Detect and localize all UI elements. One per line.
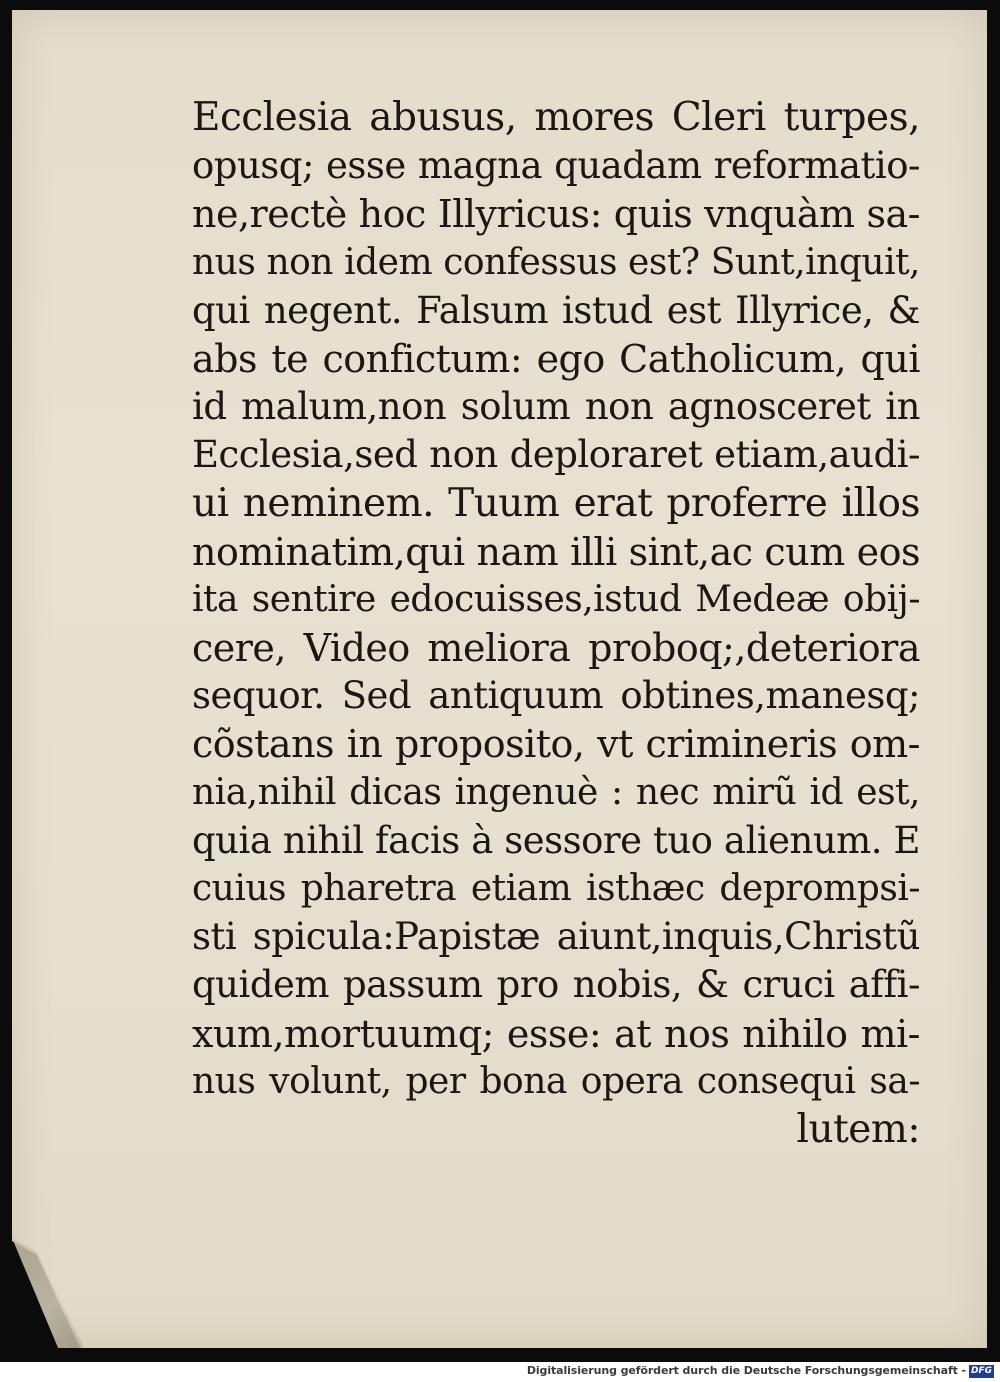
text-line: nus volunt, per bona opera consequi sa-	[192, 1060, 920, 1102]
text-line: sequor. Sed antiquum obtines,manesq;	[192, 674, 920, 718]
text-line: nia,nihil dicas ingenuè : nec mirũ id est,	[192, 771, 920, 813]
footer-bar	[0, 1362, 1000, 1382]
text-line: xum,mortuumq; esse: at nos nihilo mi-	[192, 1011, 920, 1056]
text-line: id malum,non solum non agnosceret in	[192, 385, 920, 429]
text-line: cere, Video meliora proboq;,deteriora	[192, 626, 920, 671]
text-line: nus non idem confessus est? Sunt,inquit,	[192, 241, 920, 283]
dfg-logo: DFG	[970, 1366, 992, 1376]
text-line: nominatim,qui nam illi sint,ac cum eos	[192, 529, 920, 574]
text-line: abs te confictum: ego Catholicum, qui	[192, 336, 920, 381]
text-line: ne,rectè hoc Illyricus: quis vnquàm sa-	[192, 192, 920, 237]
text-line: quidem passum pro nobis, & cruci affi-	[192, 963, 920, 1007]
text-line: Ecclesia,sed non deploraret etiam,audi-	[192, 433, 920, 477]
catchword-line: lutem:	[796, 1106, 920, 1152]
text-line: opusq; esse magna quadam reformatio-	[192, 144, 920, 188]
text-line: ita sentire edocuisses,istud Medeæ obij-	[192, 578, 920, 620]
text-line: qui negent. Falsum istud est Illyrice, &	[192, 288, 920, 332]
text-line: cõstans in proposito, vt crimineris om-	[192, 722, 920, 767]
text-line: sti spicula:Papistæ aiunt,inquis,Christũ	[192, 915, 920, 959]
text-line: cuius pharetra etiam isthæc deprompsi-	[192, 868, 920, 909]
page-text-block	[192, 94, 920, 1154]
funding-credit: Digitalisierung gefördert durch die Deutsche Forschungsgemeinschaft -	[526, 1364, 966, 1377]
text-line: quia nihil facis à sessore tuo alienum. E	[192, 818, 920, 862]
text-line: Ecclesia abusus, mores Cleri turpes,	[192, 95, 920, 140]
text-line: ui neminem. Tuum erat proferre illos	[192, 480, 920, 526]
